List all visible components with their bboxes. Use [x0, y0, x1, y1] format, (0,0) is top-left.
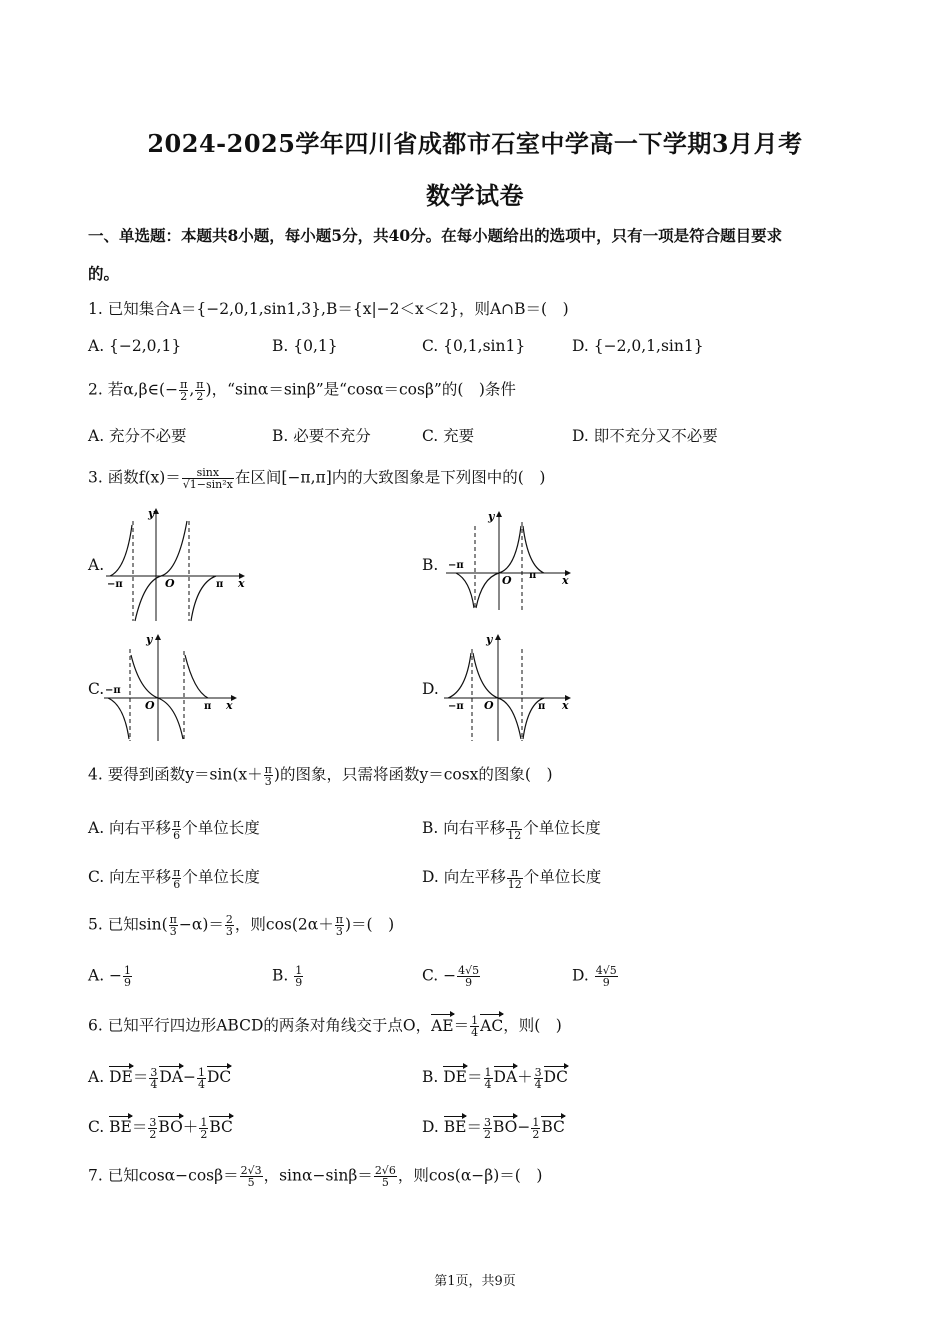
- q4b-post: 个单位长度: [523, 819, 601, 837]
- label-neg-pi: −π: [107, 579, 123, 590]
- q2-option-d: D. 即不充分又不必要: [572, 427, 718, 445]
- q7-f2-num: 2√6: [374, 1164, 396, 1177]
- q4b-pre: B. 向右平移: [422, 819, 506, 837]
- question-1-stem: 1. 已知集合A＝{−2,0,1,sin1,3},B＝{x|−2＜x＜2}，则A∩B＝( ): [88, 300, 569, 318]
- label-pi: π: [529, 570, 537, 581]
- q4-option-b: [422, 816, 601, 841]
- curve: [108, 698, 129, 739]
- curve: [456, 573, 474, 608]
- q4b-den: 12: [507, 828, 522, 842]
- q6a-f1: [149, 1067, 158, 1090]
- question-4-stem: [88, 764, 553, 787]
- curve: [476, 573, 499, 608]
- q6d-label: D.: [422, 1118, 444, 1136]
- q3-stem-start: 3. 函数f(x)＝: [88, 468, 181, 487]
- q6d-op: −: [517, 1118, 531, 1136]
- q5c-pre: C. −: [422, 966, 457, 985]
- q6b-d1: 4: [484, 1077, 492, 1091]
- q3-frac-den: √1−sin²x: [182, 478, 233, 491]
- section-heading-line2: 的。: [88, 264, 120, 283]
- q5d-frac: [595, 965, 618, 988]
- q3-stem-end: 在区间[−π,π]内的大致图象是下列图中的( ): [234, 468, 546, 487]
- q3-graph-d: [442, 631, 574, 743]
- q4a-pre: A. 向右平移: [88, 819, 172, 837]
- q2-option-a: A. 充分不必要: [88, 427, 187, 445]
- q6a-v1: DA: [159, 1068, 183, 1086]
- q1-option-d: D. {−2,0,1,sin1}: [572, 337, 704, 355]
- curve: [191, 576, 216, 621]
- q6-option-b: B. DE＝ $\frac{1}{4}$ DA＋ $\frac{3}{4}$ DC: [422, 1065, 568, 1091]
- q7-f1: [240, 1165, 263, 1188]
- q2-fb-num: π: [196, 378, 204, 391]
- label-y: y: [488, 510, 495, 523]
- curve: [448, 653, 471, 698]
- question-3-stem: [88, 467, 545, 490]
- q6d-n2: 1: [532, 1115, 540, 1129]
- q6b-n1: 1: [484, 1065, 492, 1079]
- q3-graph-b: [444, 508, 574, 612]
- q4c-frac: [172, 867, 181, 890]
- q4d-post: 个单位长度: [523, 868, 602, 886]
- q5-f1-den: 3: [169, 925, 177, 938]
- section-heading-line1: 一、单选题：本题共8小题，每小题5分，共40分。在每小题给出的选项中，只有一项是符合题目要求: [88, 226, 783, 245]
- q6c-v1: BO: [158, 1118, 183, 1136]
- label-x: x: [562, 574, 569, 587]
- q6-vec-ac: AC: [480, 1016, 504, 1035]
- q2-fb-den: 2: [196, 390, 204, 403]
- q6a-n2: 1: [197, 1065, 205, 1079]
- q6c-label: C.: [88, 1118, 110, 1136]
- q5-option-d: [572, 965, 619, 988]
- q5b-pre: B.: [272, 966, 294, 985]
- label-origin: O: [484, 699, 494, 712]
- q5-d: )＝( ): [345, 915, 395, 934]
- q6b-v2: DC: [543, 1068, 568, 1086]
- question-7-stem: [88, 1165, 542, 1188]
- q6-vec-ae: AE: [431, 1016, 454, 1035]
- label-origin: O: [502, 574, 512, 587]
- q2-interval-close: ): [205, 380, 212, 399]
- q6d-v0: BE: [443, 1118, 467, 1136]
- q5-f2-num: 2: [225, 913, 233, 926]
- q2-stem-start: 2. 若α,β∈: [88, 380, 160, 399]
- page-title: 2024-2025学年四川省成都市石室中学高一下学期3月月考: [147, 129, 803, 158]
- q5-c: ，则cos(2α＋: [234, 915, 334, 934]
- q5c-frac: [457, 965, 480, 988]
- label-x: x: [238, 577, 245, 590]
- label-y: y: [148, 507, 155, 520]
- label-origin: O: [165, 577, 175, 590]
- q2-fa-num: π: [180, 378, 188, 391]
- q6-option-d: D. BE＝ $\frac{3}{2}$ BO− $\frac{1}{2}$ BC: [422, 1115, 565, 1141]
- q6a-label: A.: [88, 1068, 110, 1086]
- q6b-op: ＋: [517, 1068, 533, 1086]
- q7-b: ，sinα−sinβ＝: [263, 1166, 373, 1185]
- page-subtitle: 数学试卷: [426, 181, 524, 210]
- q6d-d1: 2: [483, 1127, 491, 1141]
- q5-f2: [225, 914, 234, 937]
- q2-stem-end: ，“sinα＝sinβ”是“cosα＝cosβ”的( )条件: [211, 380, 516, 399]
- q4d-frac: [507, 867, 523, 890]
- q2-option-b: B. 必要不充分: [272, 427, 371, 445]
- question-2-stem: 2. 若α,β∈(− $\frac{\pi}{2}$ , $\frac{\pi}{2}$ )，“sinα＝sinβ”是“cosα＝cosβ”的( )条件: [88, 378, 516, 403]
- q6b-n2: 3: [534, 1065, 542, 1079]
- curve: [473, 653, 521, 739]
- q3-frac-num: sinx: [182, 467, 234, 479]
- q3-option-c-label: C.: [88, 680, 105, 698]
- q3-graph-a: [104, 503, 252, 623]
- q6d-v1: BO: [492, 1118, 518, 1136]
- label-pi: π: [204, 701, 212, 712]
- q4c-pre: C. 向左平移: [88, 868, 172, 886]
- q4d-den: 12: [507, 877, 522, 891]
- q6b-v1: DA: [493, 1068, 518, 1086]
- q2-fa-den: 2: [180, 390, 188, 403]
- q7-c: ，则cos(α−β)＝( ): [397, 1166, 543, 1185]
- q3-fraction: [182, 467, 234, 490]
- q5-b: −α)＝: [178, 915, 224, 934]
- q5-f1-num: π: [169, 913, 177, 926]
- label-x: x: [562, 699, 569, 712]
- q6c-v2: BC: [209, 1118, 233, 1136]
- q6d-f2: [531, 1117, 540, 1140]
- q6c-f1: [148, 1117, 157, 1140]
- q5d-pre: D.: [572, 966, 594, 985]
- q5-f3: [335, 914, 344, 937]
- q5-f3-num: π: [335, 913, 343, 926]
- q5a-num: 1: [124, 964, 132, 977]
- q4-option-a: [88, 816, 260, 841]
- q5-f3-den: 3: [335, 925, 343, 938]
- q6a-d1: 4: [150, 1077, 158, 1091]
- q6d-f1: [483, 1117, 492, 1140]
- q3-option-d-label: D.: [422, 680, 439, 698]
- q3-graph-c: [102, 631, 242, 743]
- q6c-d1: 2: [149, 1127, 157, 1141]
- q4a-post: 个单位长度: [182, 819, 260, 837]
- q7-f2-den: 5: [381, 1176, 389, 1189]
- q4-option-d: [422, 865, 601, 890]
- q4-fraction: [264, 764, 273, 787]
- q4-stem-start: 4. 要得到函数y＝sin(x＋: [88, 765, 263, 784]
- q6c-n1: 3: [149, 1115, 157, 1129]
- q1-option-b: B. {0,1}: [272, 337, 338, 355]
- label-pi: π: [538, 701, 546, 712]
- q4a-frac: [172, 818, 181, 841]
- q5-f2-den: 3: [225, 925, 233, 938]
- q6b-label: B.: [422, 1068, 444, 1086]
- q7-f1-den: 5: [247, 1176, 255, 1189]
- question-6-stem: [88, 1015, 562, 1038]
- label-origin: O: [145, 699, 155, 712]
- q7-a: 7. 已知cosα−cosβ＝: [88, 1166, 239, 1185]
- curve: [110, 525, 132, 576]
- q4c-den: 6: [173, 877, 181, 891]
- q1-option-a: A. {−2,0,1}: [88, 337, 182, 355]
- q4-stem-end: )的图象，只需将函数y＝cosx的图象( ): [273, 765, 553, 784]
- q5-f1: [169, 914, 178, 937]
- question-5-stem: [88, 914, 394, 937]
- q2-interval-open: (−: [159, 380, 179, 399]
- q6-den: 4: [471, 1026, 479, 1039]
- q4a-num: π: [173, 816, 181, 830]
- q4c-post: 个单位长度: [182, 868, 260, 886]
- q6-b: ，则( ): [503, 1016, 562, 1035]
- q2-option-c: C. 充要: [422, 427, 475, 445]
- q6b-v0: DE: [443, 1068, 467, 1086]
- q6b-f1: [484, 1067, 493, 1090]
- curve: [499, 526, 521, 573]
- q6b-d2: 4: [534, 1077, 542, 1091]
- q4a-den: 6: [173, 828, 181, 842]
- q5a-pre: A. −: [88, 966, 123, 985]
- q4d-num: π: [507, 867, 523, 879]
- q5a-frac: [123, 965, 132, 988]
- q5d-den: 9: [602, 976, 610, 989]
- q5d-num: 4√5: [595, 964, 617, 977]
- q6b-f2: [534, 1067, 543, 1090]
- q4-frac-num: π: [264, 763, 272, 776]
- q6a-f2: [197, 1067, 206, 1090]
- q4-option-c: [88, 865, 260, 890]
- q4b-num: π: [506, 818, 522, 830]
- q1-option-c: C. {0,1,sin1}: [422, 337, 526, 355]
- q7-f1-num: 2√3: [240, 1164, 262, 1177]
- q6c-d2: 2: [200, 1127, 208, 1141]
- q4d-pre: D. 向左平移: [422, 868, 506, 886]
- q6d-v2: BC: [541, 1118, 565, 1136]
- q6a-d2: 4: [197, 1077, 205, 1091]
- q6d-n1: 3: [483, 1115, 491, 1129]
- q6-frac: [470, 1015, 479, 1038]
- q5a-den: 9: [124, 976, 132, 989]
- q5-option-b: [272, 965, 304, 988]
- q5c-den: 9: [465, 976, 473, 989]
- q5b-frac: [294, 965, 303, 988]
- curve: [185, 655, 208, 698]
- q6-num: 1: [471, 1014, 479, 1027]
- curve: [131, 655, 183, 739]
- curve: [135, 521, 187, 621]
- label-y: y: [146, 633, 153, 646]
- q6a-op: −: [182, 1068, 196, 1086]
- q3-option-a-label: A.: [88, 556, 105, 574]
- q6c-op: ＋: [182, 1118, 199, 1136]
- q5-option-c: [422, 965, 481, 988]
- curve: [523, 526, 544, 573]
- q6c-f2: [199, 1117, 208, 1140]
- label-pi: π: [216, 579, 224, 590]
- q5b-num: 1: [295, 964, 303, 977]
- q4-frac-den: 3: [264, 775, 272, 788]
- q5b-den: 9: [295, 976, 303, 989]
- q6d-d2: 2: [532, 1127, 540, 1141]
- q6c-v0: BE: [109, 1118, 132, 1136]
- label-x: x: [226, 699, 233, 712]
- q3-option-b-label: B.: [422, 556, 439, 574]
- q5-a: 5. 已知sin(: [88, 915, 168, 934]
- label-neg-pi: −π: [105, 685, 121, 696]
- label-neg-pi: −π: [448, 701, 464, 712]
- q6-eq: ＝: [453, 1016, 470, 1035]
- q6-option-a: A. DE＝ $\frac{3}{4}$ DA− $\frac{1}{4}$ DC: [88, 1065, 232, 1091]
- page-footer: 第1页，共9页: [434, 1274, 516, 1289]
- q6a-v2: DC: [206, 1068, 232, 1086]
- q4b-frac: [506, 818, 522, 841]
- q5-option-a: [88, 965, 133, 988]
- q6a-n1: 3: [150, 1065, 158, 1079]
- q6a-v0: DE: [109, 1068, 133, 1086]
- label-neg-pi: −π: [448, 560, 464, 571]
- q5c-num: 4√5: [458, 964, 480, 977]
- q6-a: 6. 已知平行四边形ABCD的两条对角线交于点O，: [88, 1016, 432, 1035]
- q2-fraction-a: [179, 379, 188, 402]
- q7-f2: [374, 1165, 397, 1188]
- label-y: y: [486, 633, 493, 646]
- q2-fraction-b: [195, 379, 204, 402]
- q6c-n2: 1: [200, 1115, 208, 1129]
- q6-option-c: C. BE＝ $\frac{3}{2}$ BO＋ $\frac{1}{2}$ BC: [88, 1115, 233, 1141]
- q4c-num: π: [173, 865, 181, 879]
